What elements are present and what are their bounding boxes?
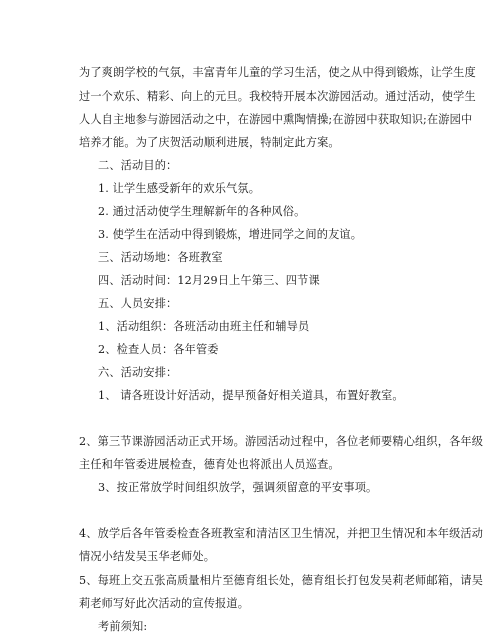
section-heading-staffing: 五、人员安排： — [98, 297, 178, 310]
intro-paragraph-line-2: 过一个欢乐、精彩、向上的元旦。我校特开展本次游园活动。通过活动，使学生 — [79, 90, 476, 103]
arrangement-item-5-line-2: 莉老师写好此次活动的宣传报道。 — [79, 597, 250, 610]
staffing-item-1: 1、活动组织：各班活动由班主任和辅导员 — [98, 320, 310, 333]
section-heading-time: 四、活动时间：12月29日上午第三、四节课 — [98, 274, 320, 287]
arrangement-item-5-line-1: 5、每班上交五张高质量相片至德育组长处，德育组长打包发吴莉老师邮箱，请吴 — [79, 574, 484, 587]
arrangement-item-2-line-2: 主任和年管委进展检查，德育处也将派出人员巡查。 — [79, 458, 340, 471]
section-heading-venue: 三、活动场地：各班教室 — [98, 251, 223, 264]
intro-paragraph-line-4: 培养才能。为了庆贺活动顺利进展，特制定此方案。 — [79, 136, 340, 149]
purpose-item-2: 2. 通过活动使学生理解新年的各种风俗。 — [98, 205, 306, 218]
staffing-item-2: 2、检查人员：各年管委 — [98, 343, 219, 356]
arrangement-item-1: 1、 请各班设计好活动，提早预备好相关道具，布置好教室。 — [98, 389, 404, 402]
notes-heading: 考前须知: — [98, 620, 148, 633]
purpose-item-1: 1. 让学生感受新年的欢乐气氛。 — [98, 182, 261, 195]
arrangement-item-3: 3、按正常放学时间组织放学，强调须留意的平安事项。 — [98, 481, 378, 494]
arrangement-item-2-line-1: 2、第三节课游园活动正式开场。游园活动过程中，各位老师要精心组织，各年级 — [79, 435, 484, 448]
arrangement-item-4-line-1: 4、放学后各年管委检查各班教室和清洁区卫生情况，并把卫生情况和本年级活动 — [79, 527, 484, 540]
section-heading-arrangement: 六、活动安排： — [98, 366, 178, 379]
intro-paragraph-line-1: 为了爽朗学校的气氛，丰富青年儿童的学习生活，使之从中得到锻炼，让学生度 — [79, 66, 476, 79]
intro-paragraph-line-3: 人人自主地参与游园活动之中，在游园中熏陶情操;在游园中获取知识;在游园中 — [79, 113, 473, 126]
section-heading-purpose: 二、活动目的： — [98, 159, 178, 172]
arrangement-item-4-line-2: 情况小结发吴玉华老师处。 — [79, 550, 216, 563]
purpose-item-3: 3. 使学生在活动中得到锻炼，增进同学之间的友谊。 — [98, 228, 363, 241]
